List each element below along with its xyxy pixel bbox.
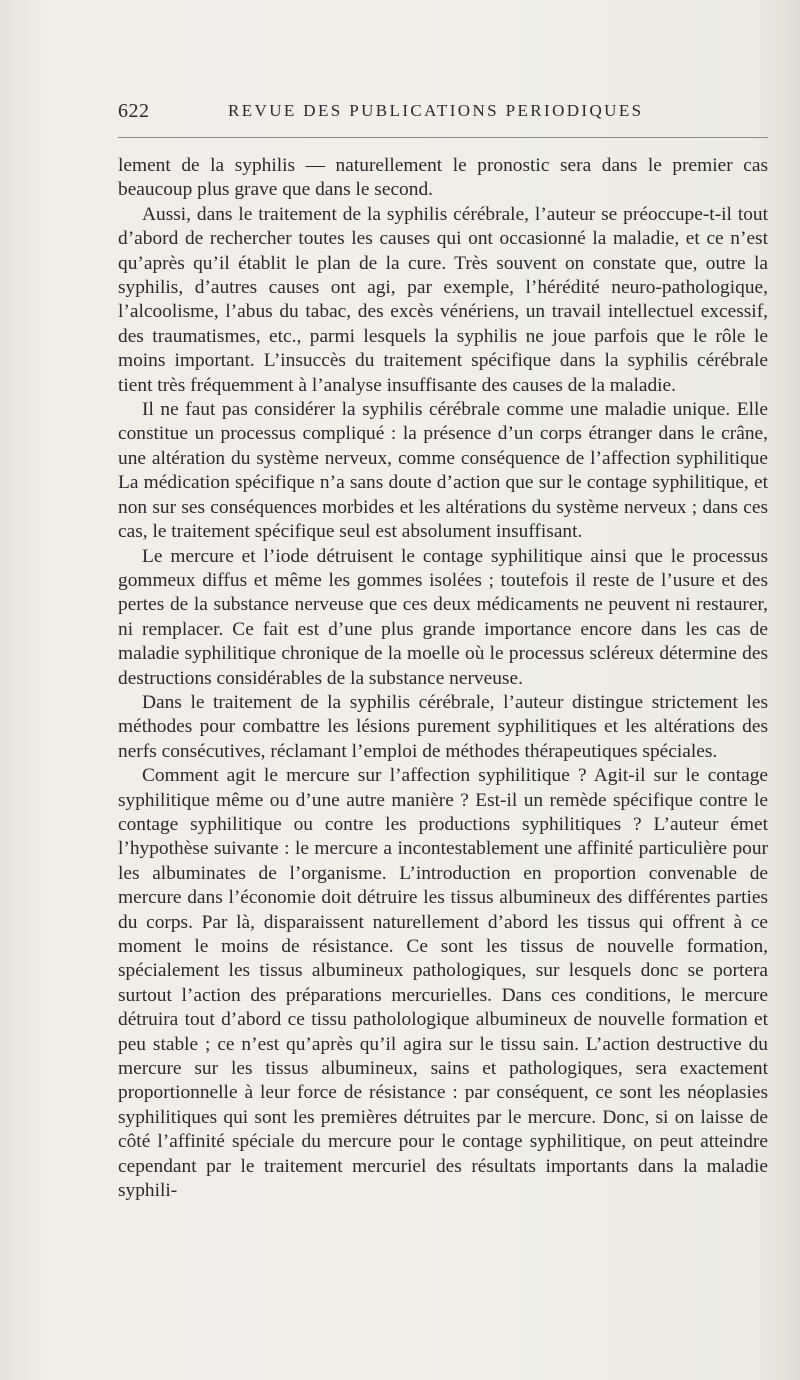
paragraph: Il ne faut pas considérer la syphilis cérébrale comme une maladie unique. Elle constitue un processus compliqué : la présence d’un corps étranger dans le crâne, une altération du système nerveux, comme conséquence de l’affection syphilitique La médication spécifique n’a sans doute d’action que sur le contage syphilitique, et non sur ses conséquences morbides et les altérations du système nerveux ; dans ces cas, le traitement spécifique seul est absolument insuffisant. xyxy=(118,399,768,543)
body-text xyxy=(118,154,768,1203)
running-title: REVUE DES PUBLICATIONS PERIODIQUES xyxy=(228,101,644,120)
paragraph: Aussi, dans le traitement de la syphilis cérébrale, l’auteur se préoccupe-t-il tout d’abord de rechercher toutes les causes qui ont occasionné la maladie, et ce n’est qu’après qu’il établit le plan de la cure. Très souvent on constate que, outre la syphilis, d’autres causes ont agi, par exemple, l’hérédité neuro-pathologique, l’alcoolisme, l’abus du tabac, des excès vénériens, un travail intellectuel excessif, des traumatismes, etc., parmi lesquels la syphilis ne joue parfois que le rôle le moins important. L’insuccès du traitement spécifique dans la syphilis cérébrale tient très fréquemment à l’analyse insuffisante des causes de la maladie. xyxy=(118,203,768,396)
page-number: 622 xyxy=(118,100,150,122)
paragraph: Dans le traitement de la syphilis cérébrale, l’auteur distingue strictement les méthodes pour combattre les lésions purement syphilitiques et les altérations des nerfs consécutives, réclamant l’emploi de méthodes thérapeutiques spéciales. xyxy=(118,691,768,762)
paragraph: Le mercure et l’iode détruisent le contage syphilitique ainsi que le processus gommeux diffus et même les gommes isolées ; toutefois il reste de l’usure et des pertes de la substance nerveuse que ces deux médicaments ne peuvent ni restaurer, ni remplacer. Ce fait est d’une plus grande importance encore dans les cas de maladie syphilitique chronique de la moelle où le processus scléreux détermine des destructions considérables de la substance nerveuse. xyxy=(118,545,768,689)
paragraph: lement de la syphilis — naturellement le pronostic sera dans le premier cas beaucoup plus grave que dans le second. xyxy=(118,155,768,201)
page-header xyxy=(118,100,768,126)
paragraph: Comment agit le mercure sur l’affection syphilitique ? Agit-il sur le contage syphilitique même ou d’une autre manière ? Est-il un remède spécifique contre le contage syphilitique ou contre les productions syphilitiques ? L’auteur émet l’hypothèse suivante : le mercure a incontestablement une affinité particulière pour les albuminates de l’organisme. L’introduction en proportion convenable de mercure dans l’économie doit détruire les tissus albumineux des différentes parties du corps. Par là, disparaissent naturellement d’abord les tissus qui offrent à ce moment le moins de résistance. Ce sont les tissus de nouvelle formation, spécialement les tissus albumineux pathologiques, sur lesquels donc se portera surtout l’action des préparations mercurielles. Dans ces conditions, le mercure détruira tout d’abord ce tissu patholologique albumineux de nouvelle formation et peu stable ; ce n’est qu’après qu’il agira sur le tissu sain. L’action destructive du mercure sur les tissus albumineux, sains et pathologiques, sera exactement proportionnelle à leur force de résistance : par conséquent, ce sont les néoplasies syphilitiques qui sont les premières détruites par le mercure. Donc, si on laisse de côté l’affinité spéciale du mercure pour le contage syphilitique, on peut atteindre cependant par le traitement mercuriel des résultats importants dans la maladie syphili- xyxy=(118,765,768,1202)
header-rule xyxy=(118,137,768,138)
